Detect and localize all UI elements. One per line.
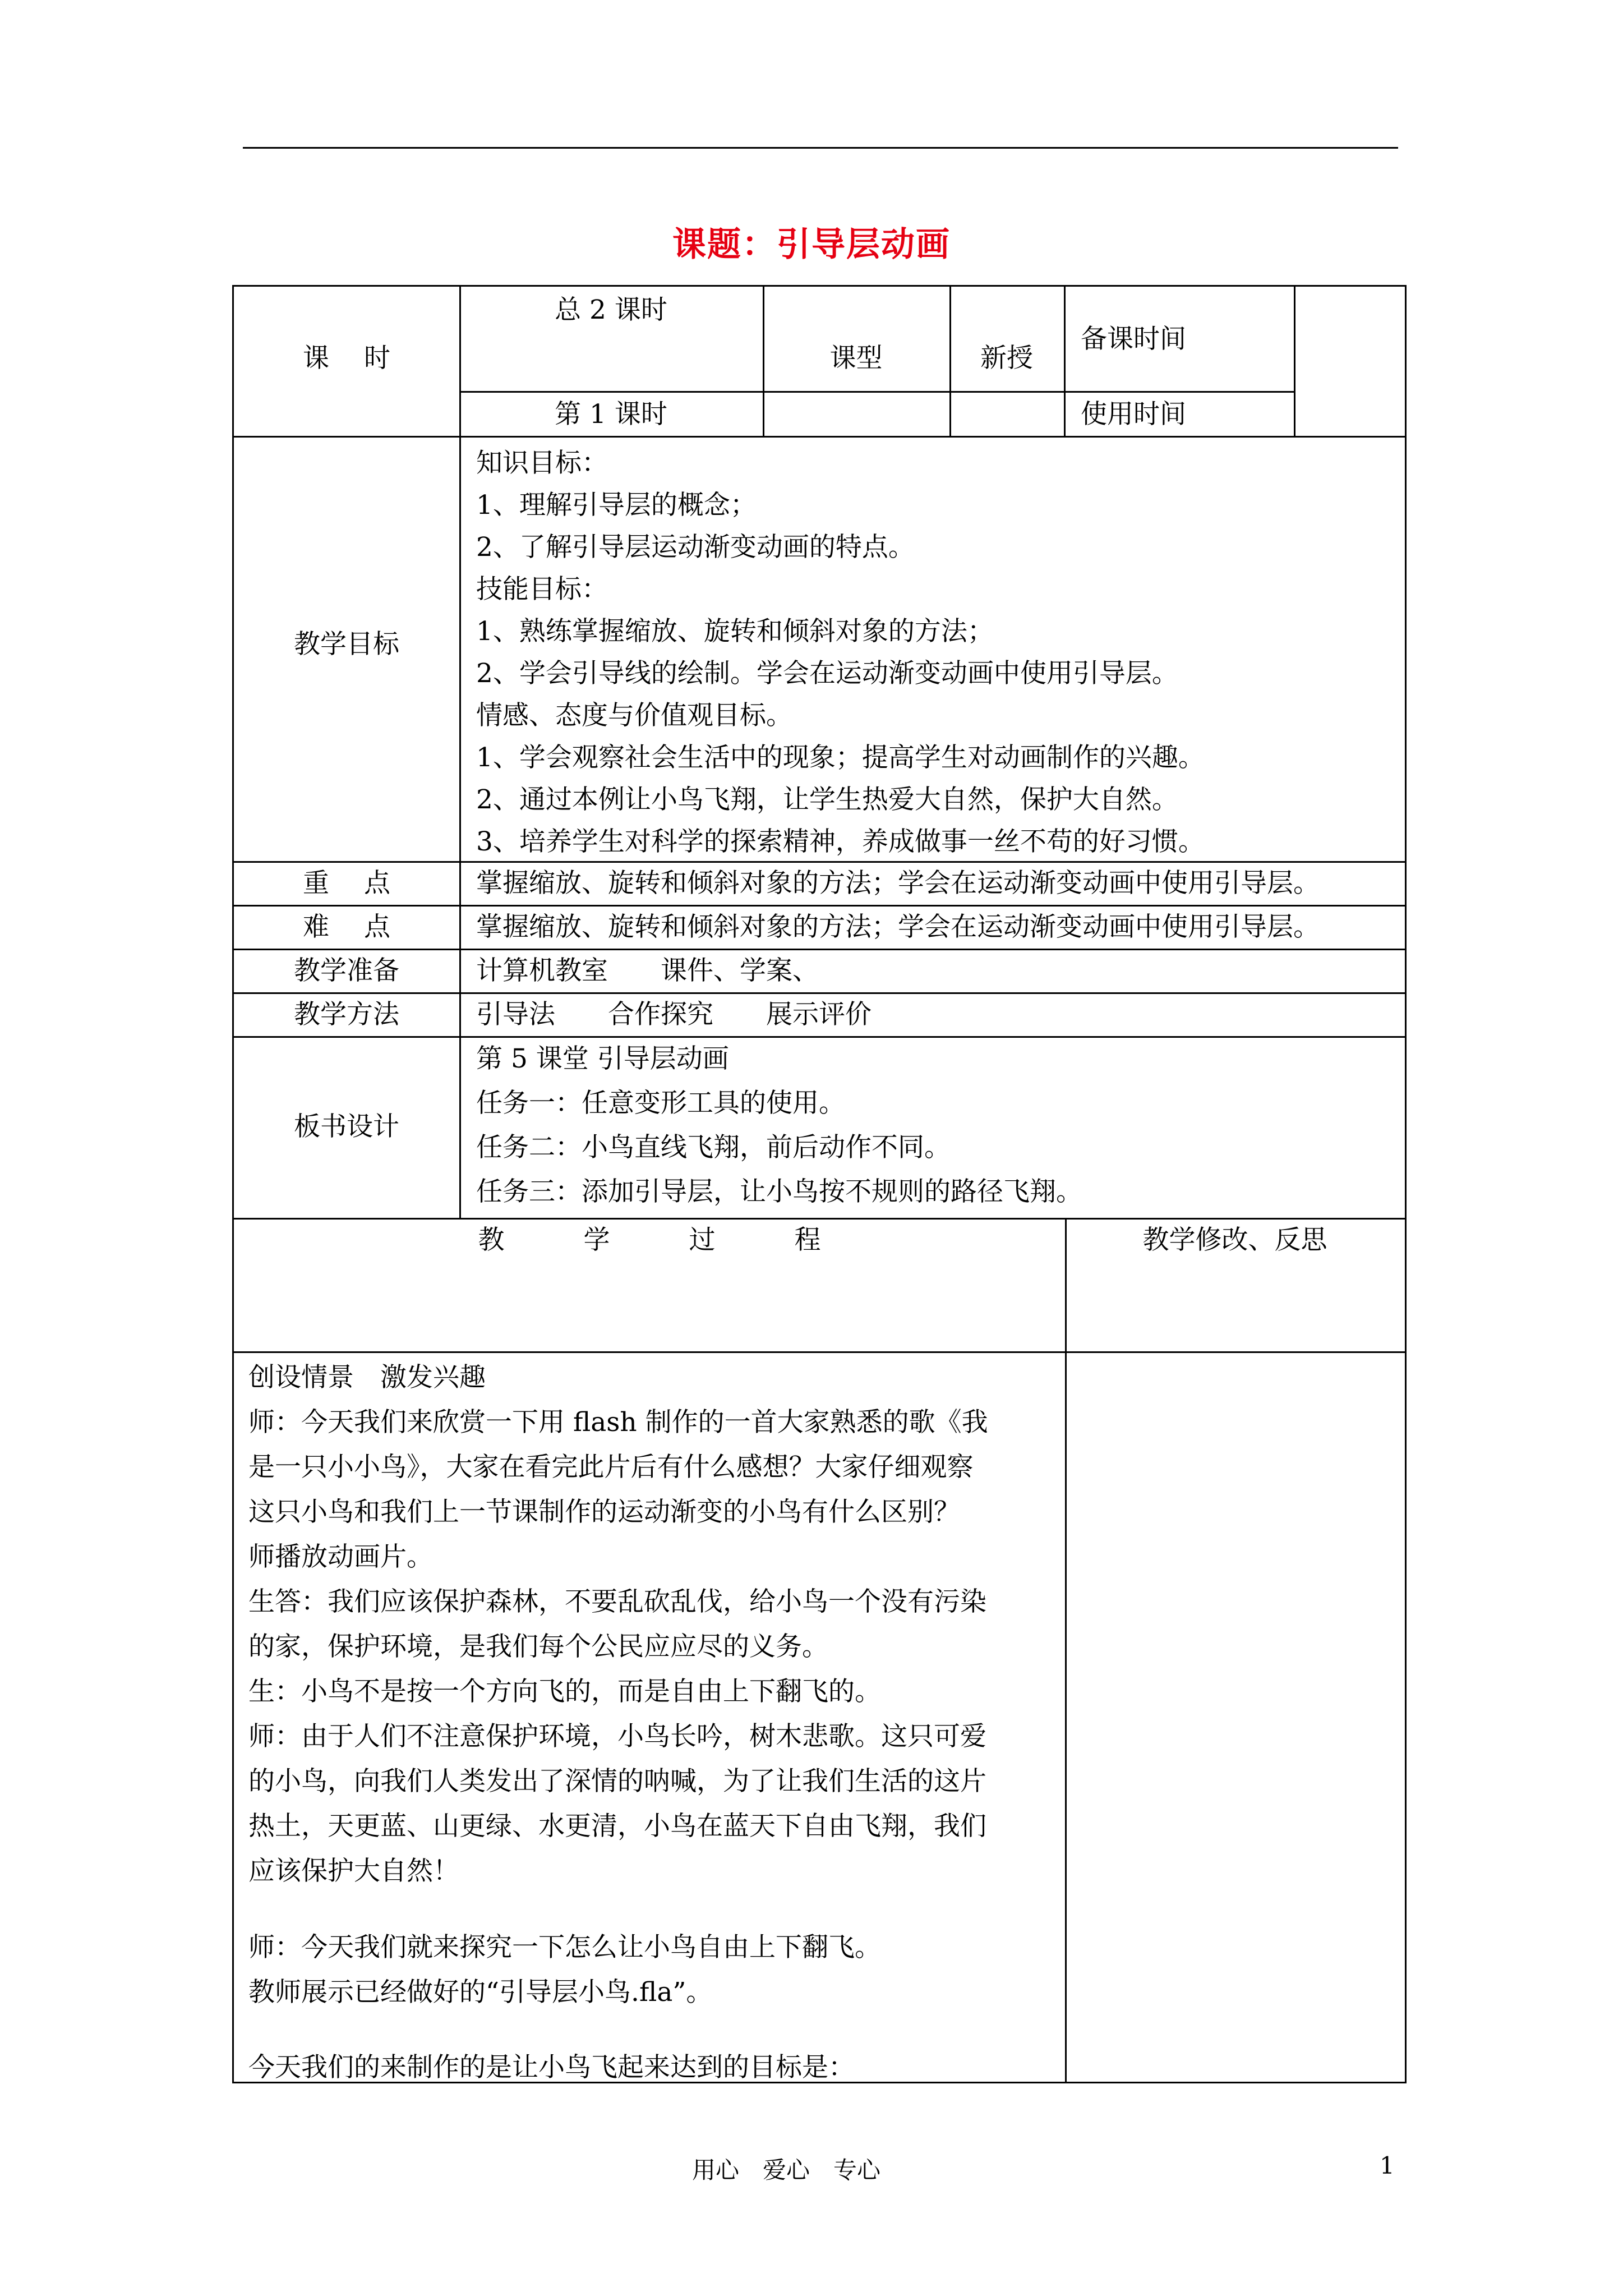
row-divider: [234, 1218, 1405, 1220]
banshu-line: 任务三：添加引导层，让小鸟按不规则的路径飞翔。: [476, 1176, 1082, 1207]
process-line: 应该保护大自然！: [248, 1856, 459, 1887]
process-line: 师：今天我们就来探究一下怎么让小鸟自由上下翻飞。: [248, 1932, 881, 1963]
nandian-value: 掌握缩放、旋转和倾斜对象的方法；学会在运动渐变动画中使用引导层。: [476, 912, 1320, 942]
kexing-label: 课型: [829, 343, 883, 374]
mubiao-line: 3、培养学生对科学的探索精神，养成做事一丝不苟的好习惯。: [476, 826, 1205, 857]
row-divider: [234, 1351, 1405, 1353]
xiugai-label: 教学修改、反思: [1142, 1225, 1327, 1255]
process-line: 的小鸟，向我们人类发出了深情的呐喊，为了让我们生活的这片: [248, 1766, 986, 1797]
zhongdian-label: 重 点: [303, 868, 390, 899]
footer-motto: 用心 爱心 专心: [692, 2156, 881, 2184]
row-divider: [234, 949, 1405, 950]
mubiao-line: 2、了解引导层运动渐变动画的特点。: [476, 532, 915, 563]
fangfa-value: 引导法 合作探究 展示评价: [476, 999, 872, 1030]
process-line: 热土，天更蓝、山更绿、水更清，小鸟在蓝天下自由飞翔，我们: [248, 1811, 986, 1842]
mubiao-label: 教学目标: [294, 629, 399, 660]
beike-time-label: 备课时间: [1081, 324, 1186, 355]
mubiao-line: 情感、态度与价值观目标。: [476, 700, 792, 731]
banshu-line: 第 5 课堂 引导层动画: [476, 1043, 729, 1074]
column-divider: [1294, 287, 1295, 436]
process-line: 生：小鸟不是按一个方向飞的，而是自由上下翻飞的。: [248, 1676, 881, 1707]
di-keshi: 第 1 课时: [555, 399, 667, 430]
process-line: 是一只小小鸟》，大家在看完此片后有什么感想？大家仔细观察: [248, 1452, 974, 1483]
mubiao-line: 1、理解引导层的概念；: [476, 490, 757, 521]
column-divider: [1065, 1218, 1067, 2082]
row-divider: [234, 436, 1405, 438]
page-title: 课题：引导层动画: [672, 225, 951, 264]
zong-keshi: 总 2 课时: [555, 295, 667, 325]
mubiao-line: 1、学会观察社会生活中的现象；提高学生对动画制作的兴趣。: [476, 742, 1205, 773]
mubiao-line: 技能目标：: [476, 574, 608, 605]
process-line: 创设情景 激发兴趣: [248, 1362, 486, 1393]
process-line: 今天我们的来制作的是让小鸟飞起来达到的目标是：: [248, 2052, 855, 2083]
keshi-label: 课 时: [303, 343, 390, 374]
page-number: 1: [1380, 2152, 1395, 2179]
process-line: 这只小鸟和我们上一节课制作的运动渐变的小鸟有什么区别？: [248, 1497, 960, 1527]
banshu-line: 任务二：小鸟直线飞翔，前后动作不同。: [476, 1132, 951, 1163]
fangfa-label: 教学方法: [294, 999, 399, 1030]
row-divider: [234, 905, 1405, 907]
process-line: 生答：我们应该保护森林，不要乱砍乱伐，给小鸟一个没有污染: [248, 1586, 986, 1617]
mubiao-line: 2、学会引导线的绘制。学会在运动渐变动画中使用引导层。: [476, 658, 1178, 689]
guocheng-label: 教 学 过 程: [478, 1225, 821, 1255]
process-line: 师播放动画片。: [248, 1542, 433, 1572]
header-rule: [243, 147, 1398, 149]
process-line: 教师展示已经做好的“引导层小鸟.fla”。: [248, 1977, 713, 2008]
shiyong-time-label: 使用时间: [1081, 399, 1186, 430]
banshu-label: 板书设计: [294, 1111, 399, 1142]
mubiao-line: 1、熟练掌握缩放、旋转和倾斜对象的方法；: [476, 616, 994, 647]
row-divider: [459, 391, 1294, 393]
zhunbei-label: 教学准备: [294, 955, 399, 986]
process-line: 师：今天我们来欣赏一下用 flash 制作的一首大家熟悉的歌《我: [248, 1407, 988, 1438]
row-divider: [234, 1036, 1405, 1038]
zhunbei-value: 计算机教室 课件、学案、: [476, 955, 819, 986]
mubiao-line: 知识目标：: [476, 448, 608, 478]
row-divider: [234, 992, 1405, 994]
banshu-line: 任务一：任意变形工具的使用。: [476, 1088, 845, 1119]
process-line: 的家，保护环境，是我们每个公民应应尽的义务。: [248, 1631, 828, 1662]
kexing-value: 新授: [980, 343, 1033, 374]
lesson-plan-table: [232, 285, 1407, 2083]
column-divider: [1064, 287, 1066, 436]
process-line: 师：由于人们不注意保护环境，小鸟长吟，树木悲歌。这只可爱: [248, 1721, 986, 1752]
nandian-label: 难 点: [303, 912, 390, 942]
mubiao-line: 2、通过本例让小鸟飞翔，让学生热爱大自然，保护大自然。: [476, 784, 1178, 815]
zhongdian-value: 掌握缩放、旋转和倾斜对象的方法；学会在运动渐变动画中使用引导层。: [476, 868, 1320, 899]
